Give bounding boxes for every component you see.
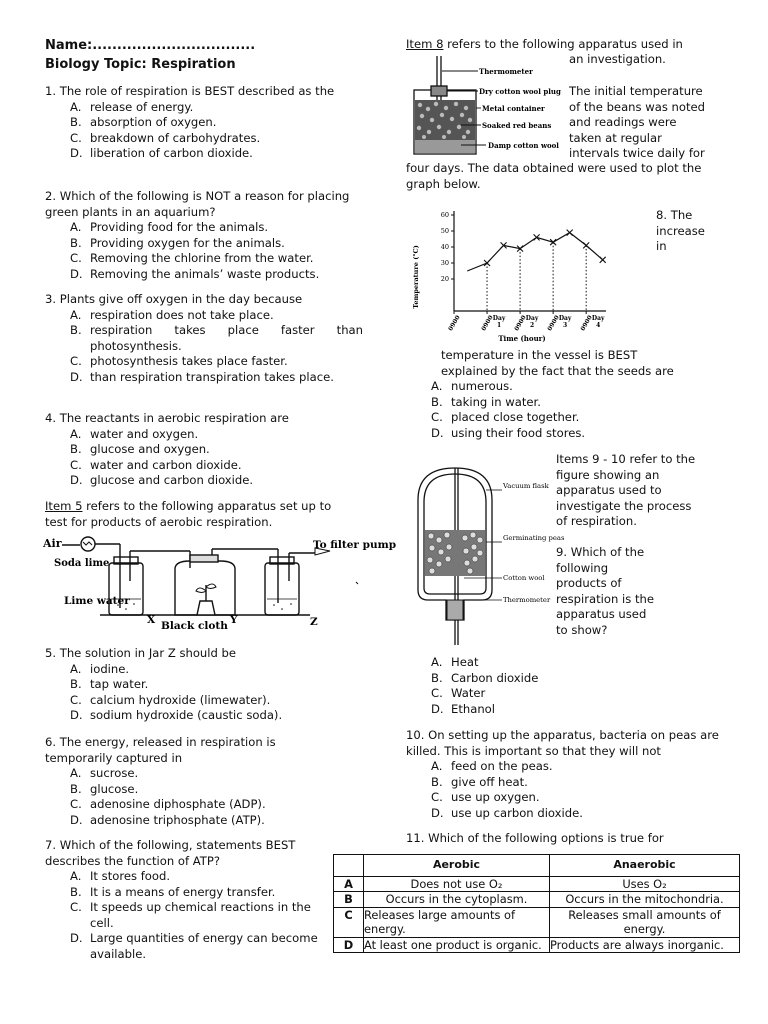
option-text: Providing oxygen for the animals. <box>90 235 285 250</box>
option-letter: D. <box>70 146 83 160</box>
option-text: use up carbon dioxide. <box>451 805 583 820</box>
row-letter: B <box>334 892 364 908</box>
option-text: taking in water. <box>451 394 541 409</box>
stem-line: to show? <box>556 622 608 637</box>
option-b[interactable] <box>45 323 363 354</box>
option-d[interactable] <box>406 426 726 442</box>
x-tick-label: 0900 <box>480 314 495 333</box>
option-text: photosynthesis takes place faster. <box>90 354 288 368</box>
label-cotton-wool: Cotton wool <box>503 574 545 582</box>
item-reference: Item 8 <box>406 37 444 51</box>
description-line: intervals twice daily for <box>569 146 705 160</box>
option-a[interactable] <box>406 759 726 775</box>
question-3 <box>45 292 363 385</box>
header-anaerobic: Anaerobic <box>550 855 740 877</box>
stem-line: in <box>656 239 667 253</box>
aerobic-cell: Releases large amounts of energy. <box>364 907 550 937</box>
option-text: It is a means of energy transfer. <box>90 884 276 899</box>
option-text: Ethanol <box>451 701 495 716</box>
option-letter: C. <box>431 790 443 804</box>
option-letter: B. <box>431 774 443 789</box>
label-jar-z: Z <box>310 616 318 628</box>
question-stem: 7. Which of the following, statements BEST describes the function of ATP? <box>45 838 296 868</box>
option-d[interactable] <box>45 708 355 724</box>
label-soda-lime: Soda lime <box>54 558 110 569</box>
option-d[interactable] <box>406 702 726 718</box>
option-text: give off heat. <box>451 774 528 789</box>
option-list <box>406 379 726 441</box>
option-text: Providing food for the animals. <box>90 220 269 234</box>
question-4 <box>45 411 355 489</box>
label-thermometer: Thermometer <box>479 67 533 76</box>
description-line: and readings were <box>569 115 677 129</box>
option-text: sucrose. <box>90 766 139 780</box>
stem-line: increase <box>656 223 705 238</box>
option-list <box>45 427 355 489</box>
option-letter: B. <box>431 394 443 409</box>
option-text: Heat <box>451 655 479 669</box>
label-soaked-beans: Soaked red beans <box>482 121 552 130</box>
label-germinating-peas: Germinating peas <box>503 534 565 542</box>
y-axis-label: Temperature (°C) <box>412 245 420 309</box>
stem-line: respiration is the <box>556 591 655 606</box>
label-air: Air <box>43 537 62 550</box>
option-letter: B. <box>70 442 82 456</box>
label-jar-y: Y <box>230 614 238 626</box>
option-c[interactable] <box>406 410 726 426</box>
option-d[interactable] <box>45 370 363 386</box>
table-row[interactable] <box>334 907 740 937</box>
y-tick-label: 20 <box>440 275 449 283</box>
option-letter: C. <box>70 130 82 145</box>
aerobic-cell: Occurs in the cytoplasm. <box>364 892 550 908</box>
option-letter: B. <box>70 323 82 337</box>
option-letter: B. <box>70 781 82 796</box>
label-cotton-plug: Dry cotton wool plug <box>479 87 561 96</box>
items-9-10-intro <box>556 452 731 530</box>
y-tick-label: 30 <box>440 259 449 267</box>
question-stem: 2. Which of the following is NOT a reason for placing green plants in an aquarium? <box>45 189 350 219</box>
option-letter: D. <box>70 266 83 281</box>
y-tick-label: 50 <box>440 227 449 235</box>
anaerobic-cell: Products are always inorganic. <box>550 937 740 953</box>
question-stem: 5. The solution in Jar Z should be <box>45 646 237 660</box>
respiration-comparison-table <box>333 854 740 953</box>
question-1 <box>45 84 355 162</box>
option-letter: C. <box>70 354 82 368</box>
option-letter: A. <box>70 766 82 780</box>
option-list <box>45 766 345 828</box>
header-aerobic: Aerobic <box>364 855 550 877</box>
item-text: refers to the following apparatus set up to test for products of aerobic respiration. <box>45 499 332 529</box>
name-label: Name:................................. <box>45 38 256 53</box>
question-2 <box>45 189 355 282</box>
x-day-number: 4 <box>596 322 601 329</box>
option-c[interactable] <box>45 458 355 474</box>
option-a[interactable] <box>406 379 726 395</box>
description-line: taken at regular <box>569 130 662 145</box>
item-8-description <box>569 84 729 162</box>
option-text: glucose and carbon dioxide. <box>90 473 254 487</box>
option-letter: C. <box>431 410 443 424</box>
option-list <box>406 759 726 821</box>
option-text: placed close together. <box>451 410 580 424</box>
option-a[interactable] <box>45 766 345 782</box>
option-letter: D. <box>431 701 444 716</box>
option-text: water and oxygen. <box>90 426 199 441</box>
option-text: glucose and oxygen. <box>90 442 210 456</box>
question-9-options <box>406 655 726 717</box>
option-text: sodium hydroxide (caustic soda). <box>90 708 283 722</box>
option-text: Water <box>451 686 486 700</box>
x-tick-label: 0900 <box>546 314 561 333</box>
x-day-number: 3 <box>563 322 568 329</box>
table-row[interactable] <box>334 892 740 908</box>
option-letter: A. <box>431 759 443 773</box>
option-c[interactable] <box>406 790 726 806</box>
question-stem: 10. On setting up the apparatus, bacteria on peas are killed. This is important so that they will not <box>406 728 719 758</box>
option-list <box>45 662 355 724</box>
option-text: iodine. <box>90 661 130 676</box>
data-point-marker <box>600 257 606 263</box>
option-text: tap water. <box>90 677 149 691</box>
data-point-marker <box>583 242 589 248</box>
x-tick-label: 0900 <box>447 314 462 333</box>
x-tick-label: 0900 <box>513 314 528 333</box>
vacuum-flask-figure <box>410 460 565 645</box>
option-letter: C. <box>70 900 82 914</box>
temperature-line-chart <box>406 207 611 347</box>
option-letter: A. <box>70 426 82 441</box>
question-10 <box>406 728 726 821</box>
question-8-start <box>656 208 728 255</box>
table-row[interactable] <box>334 876 740 892</box>
option-a[interactable] <box>406 655 726 671</box>
option-letter: D. <box>431 805 444 820</box>
option-a[interactable] <box>45 869 335 885</box>
option-letter: A. <box>70 661 82 676</box>
option-text: liberation of carbon dioxide. <box>90 146 253 160</box>
option-letter: A. <box>70 99 82 114</box>
option-list <box>45 308 363 386</box>
option-a[interactable] <box>45 308 363 324</box>
option-letter: C. <box>70 692 82 707</box>
option-c[interactable] <box>45 797 345 813</box>
x-day-number: 1 <box>496 322 502 329</box>
table-row[interactable] <box>334 937 740 953</box>
option-text: water and carbon dioxide. <box>90 457 242 472</box>
option-d[interactable] <box>45 473 355 489</box>
label-damp-cotton: Damp cotton wool <box>488 141 559 150</box>
x-day-label: Day <box>525 315 539 322</box>
x-day-label: Day <box>591 315 605 322</box>
label-filter-pump: To filter pump <box>313 539 397 551</box>
label-thermometer: Thermometer <box>503 596 551 604</box>
x-day-number: 2 <box>529 322 535 329</box>
option-b[interactable] <box>45 677 355 693</box>
anaerobic-cell: Occurs in the mitochondria. <box>550 892 740 908</box>
row-letter: A <box>334 876 364 892</box>
option-b[interactable] <box>45 442 355 458</box>
option-text: Large quantities of energy can become available. <box>90 931 318 961</box>
question-7 <box>45 838 335 962</box>
item-reference: Item 5 <box>45 499 83 513</box>
option-c[interactable] <box>45 693 355 709</box>
option-b[interactable] <box>45 236 355 252</box>
option-letter: A. <box>70 220 82 234</box>
x-day-label: Day <box>492 315 506 322</box>
option-text: numerous. <box>451 379 513 393</box>
option-a[interactable] <box>45 220 355 236</box>
stem-line: products of <box>556 576 622 590</box>
aerobic-cell: Does not use O₂ <box>364 876 550 892</box>
option-text: breakdown of carbohydrates. <box>90 130 261 145</box>
option-a[interactable] <box>45 662 355 678</box>
option-d[interactable] <box>45 267 355 283</box>
question-9-stem <box>556 545 726 638</box>
intro-line: investigate the process <box>556 498 692 513</box>
data-point-marker <box>484 260 490 266</box>
option-letter: B. <box>70 235 82 250</box>
option-d[interactable] <box>45 813 345 829</box>
header-blank <box>334 855 364 877</box>
label-black-cloth: Black cloth <box>161 620 228 632</box>
question-stem: 1. The role of respiration is BEST described as the <box>45 84 335 98</box>
option-text: Removing the animals’ waste products. <box>90 266 320 281</box>
option-text: using their food stores. <box>451 425 586 440</box>
option-text: release of energy. <box>90 99 194 114</box>
item-8-intro-line2: an investigation. <box>569 52 666 66</box>
item-text: refers to the following apparatus used in <box>443 37 683 51</box>
option-b[interactable] <box>406 775 726 791</box>
question-stem: 6. The energy, released in respiration is temporarily captured in <box>45 735 276 765</box>
stem-line: apparatus used <box>556 607 647 621</box>
option-text: respiration takes place faster than photosynthesis. <box>90 323 363 353</box>
table-header-row <box>334 855 740 877</box>
stem-line: 8. The <box>656 208 693 222</box>
option-text: absorption of oxygen. <box>90 115 217 129</box>
label-vacuum-flask: Vacuum flask <box>503 482 549 490</box>
stem-line: 9. Which of the <box>556 545 645 559</box>
option-b[interactable] <box>45 115 355 131</box>
option-letter: D. <box>431 425 444 440</box>
option-letter: C. <box>70 797 82 811</box>
label-lime-water: Lime water <box>64 595 130 607</box>
anaerobic-cell: Uses O₂ <box>550 876 740 892</box>
intro-line: Items 9 - 10 refer to the <box>556 452 696 466</box>
question-11-stem: 11. Which of the following options is true for <box>406 831 664 845</box>
label-jar-x: X <box>147 614 156 626</box>
option-text: than respiration transpiration takes place. <box>90 369 334 384</box>
stem-line: following <box>556 560 609 575</box>
option-letter: D. <box>70 473 83 487</box>
option-d[interactable] <box>45 146 355 162</box>
aerobic-cell: At least one product is organic. <box>364 937 550 953</box>
item-5-intro <box>45 499 357 530</box>
x-tick-label: 0900 <box>579 314 594 333</box>
option-a[interactable] <box>45 427 355 443</box>
stem-line: explained by the fact that the seeds are <box>441 363 674 378</box>
item-8-intro <box>406 37 726 53</box>
question-stem: 4. The reactants in aerobic respiration are <box>45 411 289 425</box>
option-text: glucose. <box>90 781 139 796</box>
option-list <box>45 220 355 282</box>
bean-container-figure <box>406 56 571 160</box>
topic-title: Biology Topic: Respiration <box>45 57 236 72</box>
option-letter: C. <box>431 686 443 700</box>
option-letter: D. <box>70 369 83 384</box>
anaerobic-cell: Releases small amounts of energy. <box>550 907 740 937</box>
option-letter: C. <box>70 457 82 472</box>
option-letter: B. <box>70 115 82 129</box>
option-text: feed on the peas. <box>451 759 553 773</box>
option-text: adenosine diphosphate (ADP). <box>90 797 266 811</box>
option-d[interactable] <box>45 931 335 962</box>
option-letter: A. <box>431 379 443 393</box>
option-text: Removing the chlorine from the water. <box>90 251 314 265</box>
option-b[interactable] <box>406 671 726 687</box>
option-text: It stores food. <box>90 869 171 883</box>
data-point-marker <box>567 230 573 236</box>
option-letter: A. <box>70 307 82 322</box>
option-list <box>45 869 335 962</box>
option-letter: D. <box>70 931 83 945</box>
row-letter: D <box>334 937 364 953</box>
option-letter: C. <box>70 251 82 265</box>
option-a[interactable] <box>45 100 355 116</box>
question-5 <box>45 646 355 724</box>
option-letter: A. <box>70 869 82 883</box>
item-8-description-tail: four days. The data obtained were used to plot the graph below. <box>406 161 702 191</box>
question-6 <box>45 735 345 828</box>
option-letter: B. <box>70 884 82 899</box>
option-b[interactable] <box>406 395 726 411</box>
stem-line: temperature in the vessel is BEST <box>441 348 638 362</box>
description-line: of the beans was noted <box>569 99 706 114</box>
option-text: It speeds up chemical reactions in the cell. <box>90 900 311 930</box>
aerobic-respiration-apparatus-figure <box>40 533 397 641</box>
option-text: Carbon dioxide <box>451 670 539 685</box>
label-metal-container: Metal container <box>482 104 545 113</box>
option-letter: D. <box>70 708 83 722</box>
option-c[interactable] <box>45 131 355 147</box>
question-stem: 3. Plants give off oxygen in the day because <box>45 292 303 306</box>
x-day-label: Day <box>558 315 572 322</box>
y-tick-label: 60 <box>440 211 449 219</box>
row-letter: C <box>334 907 364 937</box>
y-tick-label: 40 <box>440 243 449 251</box>
option-letter: B. <box>431 670 443 685</box>
option-text: calcium hydroxide (limewater). <box>90 692 271 707</box>
option-b[interactable] <box>45 885 335 901</box>
option-c[interactable] <box>406 686 726 702</box>
option-letter: A. <box>431 655 443 669</box>
option-c[interactable] <box>45 354 363 370</box>
intro-line: apparatus used to <box>556 483 662 497</box>
option-text: respiration does not take place. <box>90 307 274 322</box>
question-8 <box>406 348 726 441</box>
option-d[interactable] <box>406 806 726 822</box>
option-letter: B. <box>70 677 82 691</box>
option-b[interactable] <box>45 782 345 798</box>
intro-line: of respiration. <box>556 514 637 528</box>
option-list <box>45 100 355 162</box>
option-letter: D. <box>70 812 83 827</box>
option-c[interactable] <box>45 900 335 931</box>
intro-line: figure showing an <box>556 467 660 482</box>
option-c[interactable] <box>45 251 355 267</box>
x-axis-label: Time (hour) <box>498 334 546 343</box>
description-line: The initial temperature <box>569 84 703 98</box>
option-text: adenosine triphosphate (ATP). <box>90 812 265 827</box>
option-text: use up oxygen. <box>451 790 540 804</box>
